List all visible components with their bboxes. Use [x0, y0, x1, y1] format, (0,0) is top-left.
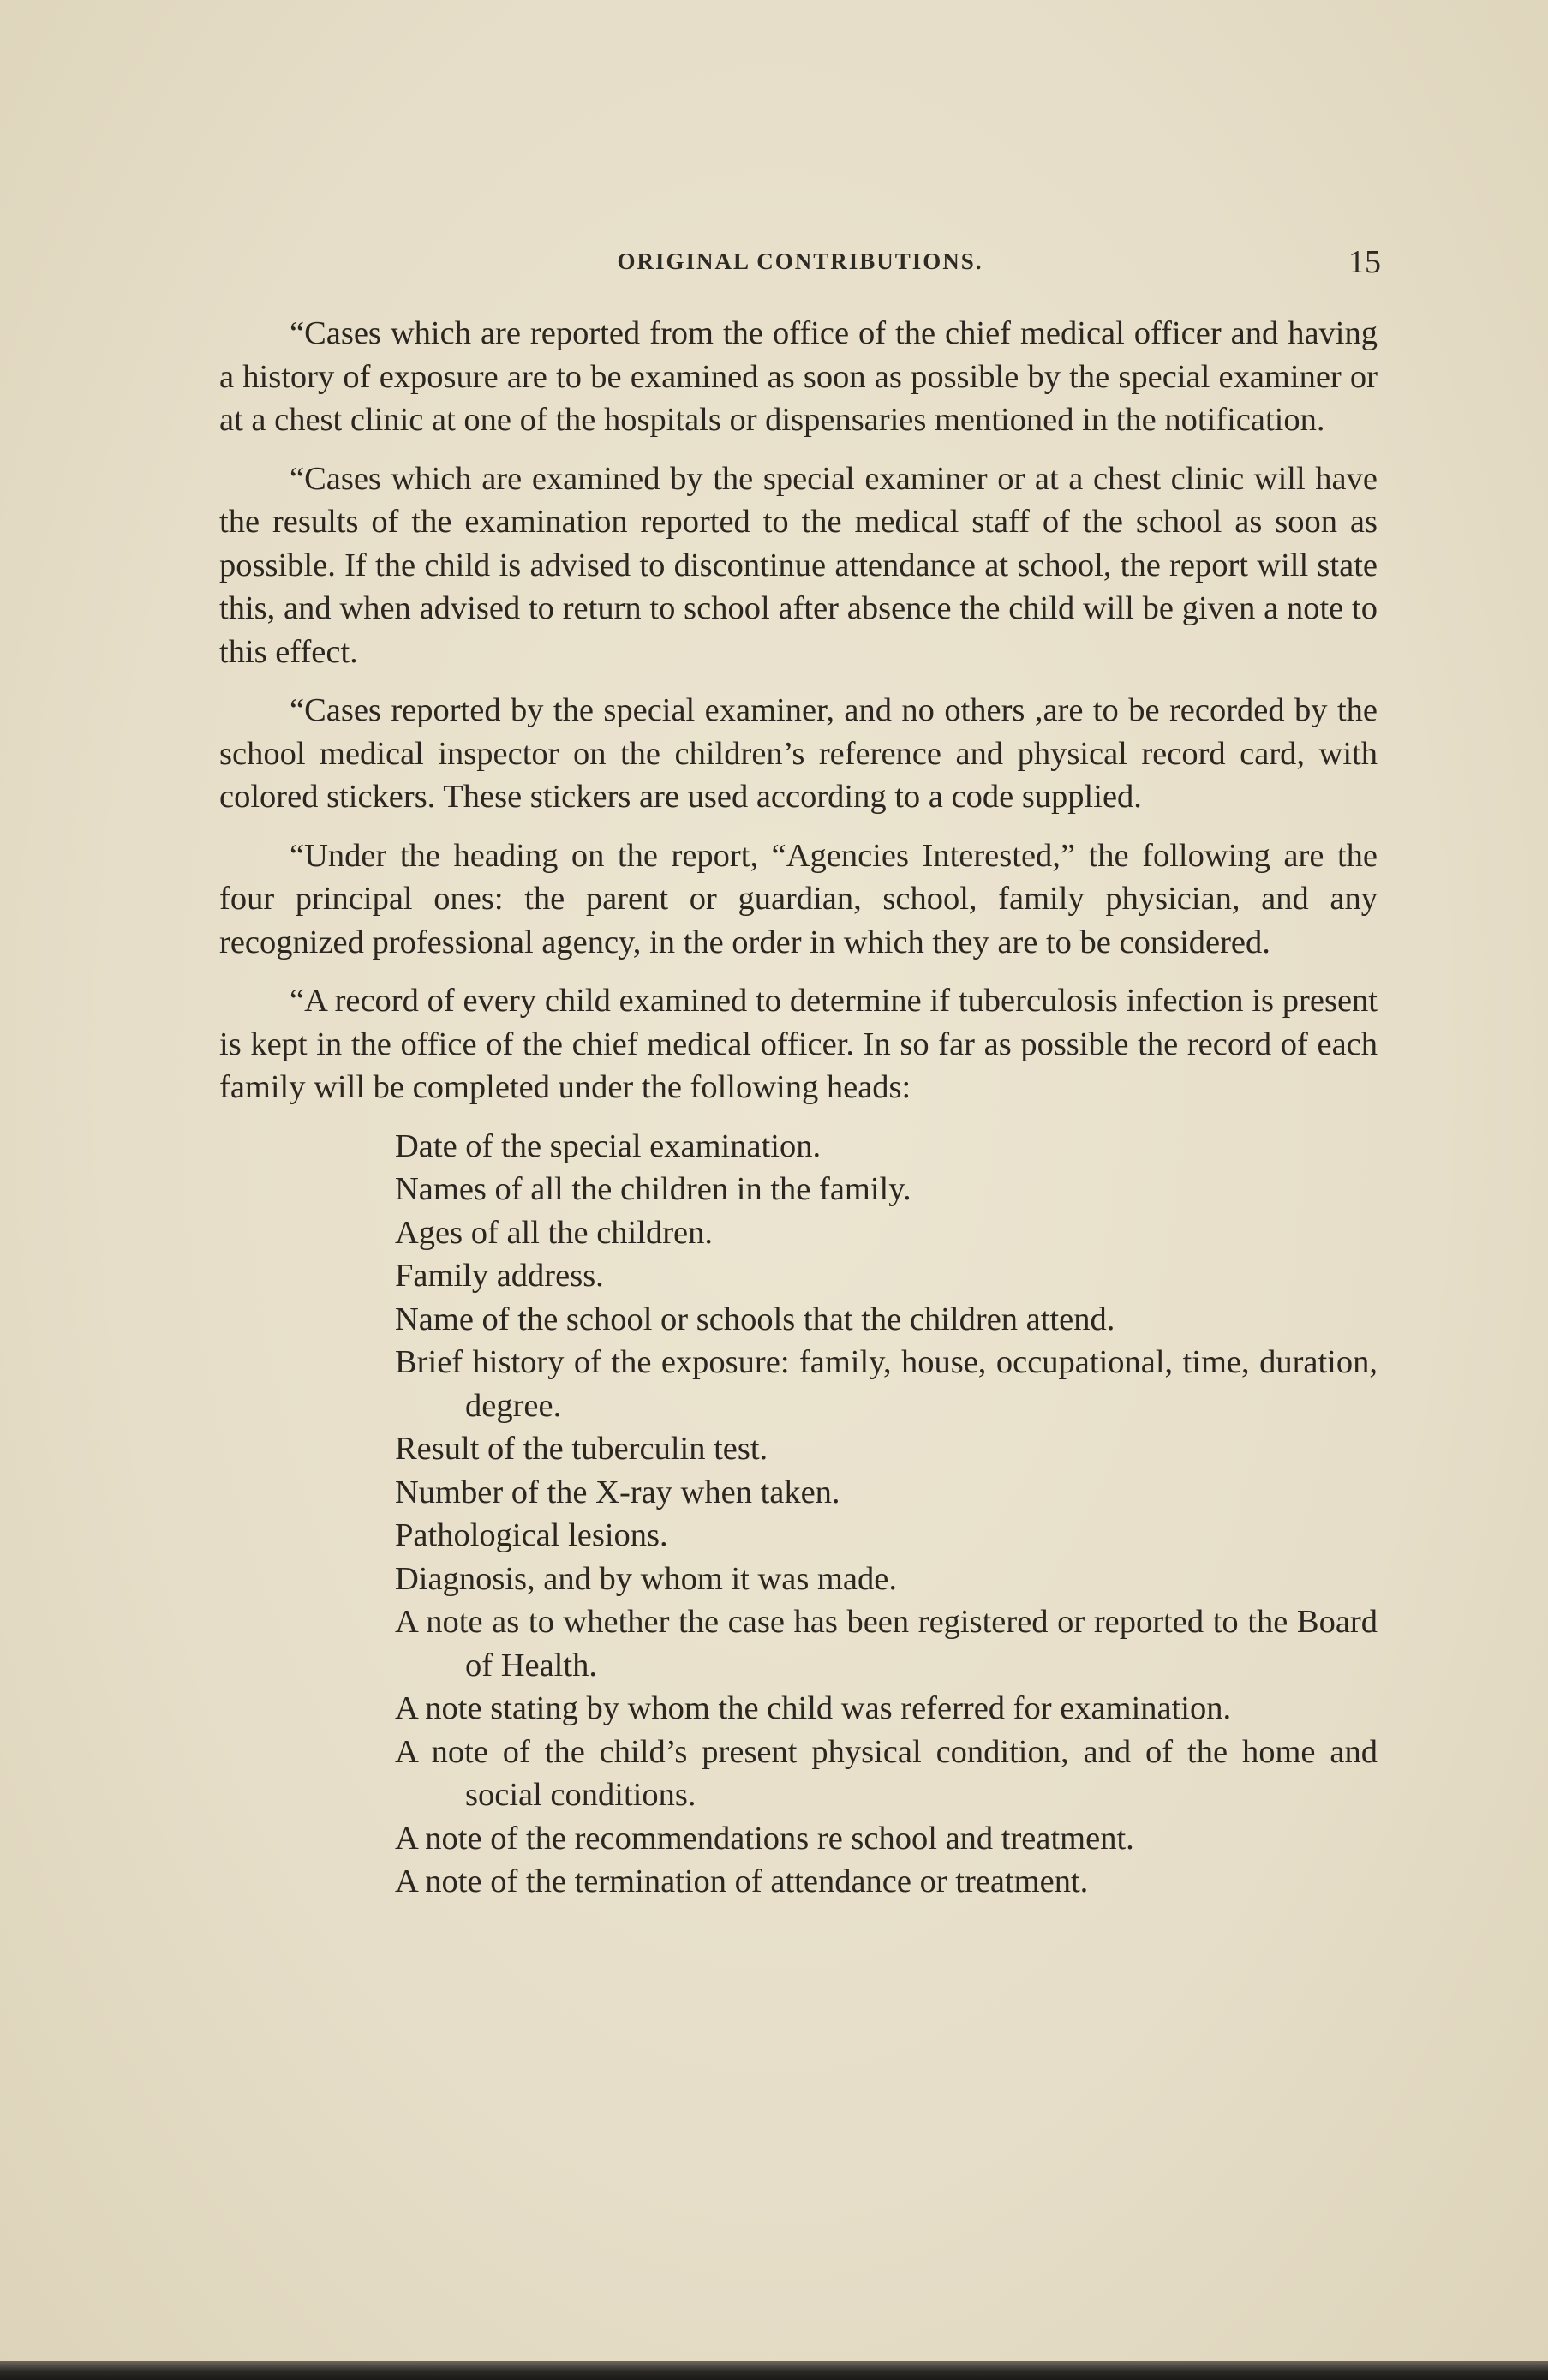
list-item: A note as to whether the case has been registered or reported to the Board of Health.	[395, 1604, 1378, 1683]
list-item: Family address.	[395, 1258, 604, 1294]
list-item: A note of the termination of attendance or treatment.	[395, 1863, 1089, 1899]
page-bottom-edge	[0, 2361, 1548, 2380]
list-item: Ages of all the children.	[395, 1214, 713, 1251]
paragraph-record-card-stickers: “Cases reported by the special examiner, and no others ,are to be recorded by the school medical inspector on the children’s reference and physical record card, with colored stickers. These stickers are used according to a code supplied.	[219, 692, 1378, 815]
list-item: Name of the school or schools that the children attend.	[395, 1301, 1115, 1337]
paragraph-chief-medical-officer-cases: “Cases which are reported from the office of the chief medical officer and having a history of exposure are to be examined as soon as possible by the special examiner or at a chest clinic at one of the hospitals or dispensaries mentioned in the notification.	[219, 315, 1378, 438]
body-text	[219, 312, 1378, 1904]
list-item: A note stating by whom the child was referred for examination.	[395, 1690, 1232, 1726]
list-item: Names of all the children in the family.	[395, 1171, 911, 1207]
list-item: Pathological lesions.	[395, 1517, 668, 1553]
page-number: 15	[1348, 244, 1381, 280]
paragraph-special-examiner-results: “Cases which are examined by the special examiner or at a chest clinic will have the results of the examination reported to the medical staff of the school as soon as possible. If the child is advised to discontinue attendance at school, the report will state this, and when advised to return to school after absence the child will be given a note to this effect.	[219, 460, 1378, 670]
paragraph-agencies-interested: “Under the heading on the report, “Agencies Interested,” the following are the four principal ones: the parent or guardian, school, family physician, and any recognized professional agency, in the order in which they are to be considered.	[219, 837, 1378, 960]
list-item: Date of the special examination.	[395, 1127, 822, 1164]
list-item: Result of the tuberculin test.	[395, 1431, 768, 1467]
record-heads-list	[219, 1125, 1378, 1904]
running-head: ORIGINAL CONTRIBUTIONS.	[617, 248, 983, 274]
list-item: A note of the child’s present physical condition, and of the home and social conditions.	[395, 1733, 1378, 1813]
page-header	[219, 244, 1381, 291]
list-item: A note of the recommendations re school and treatment.	[395, 1820, 1134, 1857]
list-item: Diagnosis, and by whom it was made.	[395, 1560, 897, 1597]
paragraph-record-of-every-child: “A record of every child examined to determine if tuberculosis infection is present is kept in the office of the chief medical officer. In so far as possible the record of each family will be completed under the following heads:	[219, 983, 1378, 1105]
list-item: Number of the X-ray when taken.	[395, 1474, 840, 1510]
list-item: Brief history of the exposure: family, house, occupational, time, duration, degree.	[395, 1344, 1378, 1424]
